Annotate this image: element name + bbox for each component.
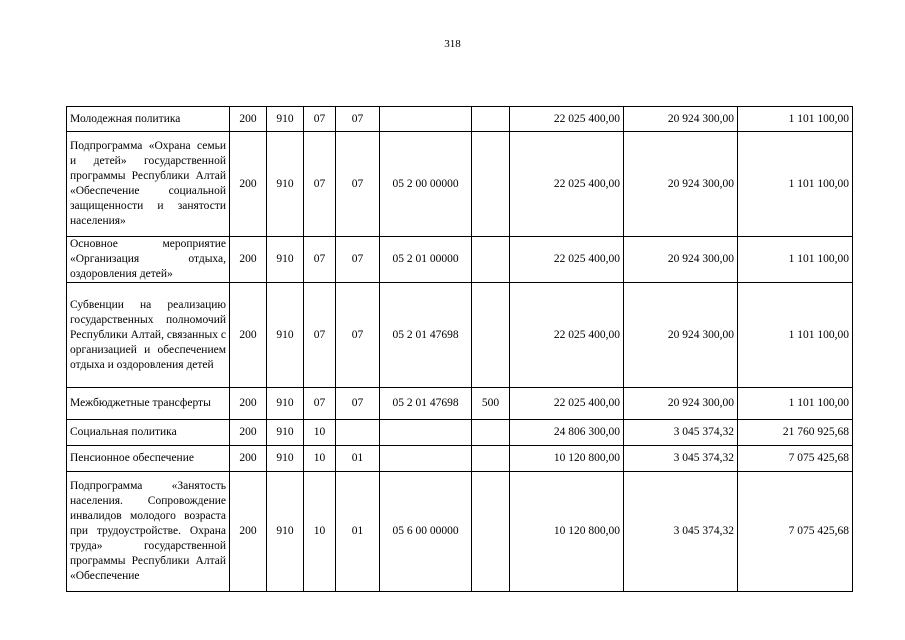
budget-table xyxy=(66,106,853,592)
cell-program xyxy=(380,446,472,472)
cell-type xyxy=(472,420,510,446)
cell-type xyxy=(472,472,510,592)
page-number: 318 xyxy=(444,38,461,50)
cell-program: 05 2 00 00000 xyxy=(380,132,472,237)
cell-v2: 20 924 300,00 xyxy=(624,388,738,420)
cell-c2: 910 xyxy=(267,388,304,420)
cell-v3: 21 760 925,68 xyxy=(738,420,853,446)
cell-v2: 3 045 374,32 xyxy=(624,420,738,446)
cell-c3: 07 xyxy=(304,107,336,132)
cell-c3: 07 xyxy=(304,388,336,420)
cell-v1: 22 025 400,00 xyxy=(510,388,624,420)
cell-c2: 910 xyxy=(267,132,304,237)
cell-v1: 10 120 800,00 xyxy=(510,446,624,472)
cell-program xyxy=(380,420,472,446)
cell-v3: 1 101 100,00 xyxy=(738,132,853,237)
row-name: Пенсионное обеспечение xyxy=(67,446,230,472)
cell-program xyxy=(380,107,472,132)
cell-c4: 01 xyxy=(336,446,380,472)
cell-type xyxy=(472,237,510,283)
table-row xyxy=(67,446,853,472)
cell-type xyxy=(472,283,510,388)
table-row xyxy=(67,283,853,388)
cell-v2: 3 045 374,32 xyxy=(624,446,738,472)
cell-v3: 1 101 100,00 xyxy=(738,237,853,283)
cell-c1: 200 xyxy=(230,446,267,472)
cell-v2: 20 924 300,00 xyxy=(624,132,738,237)
table-row xyxy=(67,388,853,420)
cell-c3: 07 xyxy=(304,283,336,388)
row-name: Подпрограмма «Охрана семьи и детей» государственной программы Республики Алтай «Обеспечение социальной защищенности и занятости населения» xyxy=(67,132,230,237)
row-name: Молодежная политика xyxy=(67,107,230,132)
cell-c2: 910 xyxy=(267,237,304,283)
cell-c4: 01 xyxy=(336,472,380,592)
row-name: Социальная политика xyxy=(67,420,230,446)
table-row xyxy=(67,132,853,237)
cell-c2: 910 xyxy=(267,283,304,388)
cell-c3: 10 xyxy=(304,472,336,592)
cell-c4: 07 xyxy=(336,237,380,283)
cell-c2: 910 xyxy=(267,472,304,592)
cell-c1: 200 xyxy=(230,420,267,446)
cell-c4: 07 xyxy=(336,283,380,388)
cell-v2: 20 924 300,00 xyxy=(624,107,738,132)
table-row xyxy=(67,107,853,132)
cell-v2: 3 045 374,32 xyxy=(624,472,738,592)
cell-c1: 200 xyxy=(230,388,267,420)
cell-program: 05 2 01 47698 xyxy=(380,283,472,388)
cell-v2: 20 924 300,00 xyxy=(624,237,738,283)
cell-c4: 07 xyxy=(336,132,380,237)
table-row xyxy=(67,472,853,592)
cell-v3: 7 075 425,68 xyxy=(738,446,853,472)
cell-c3: 07 xyxy=(304,237,336,283)
cell-type xyxy=(472,446,510,472)
cell-v1: 22 025 400,00 xyxy=(510,132,624,237)
cell-type: 500 xyxy=(472,388,510,420)
row-name: Подпрограмма «Занятость населения. Сопровождение инвалидов молодого возраста при трудоустройстве. Охрана труда» государственной программы Республики Алтай «Обеспечение xyxy=(67,472,230,592)
cell-program: 05 6 00 00000 xyxy=(380,472,472,592)
cell-program: 05 2 01 47698 xyxy=(380,388,472,420)
cell-v3: 1 101 100,00 xyxy=(738,283,853,388)
cell-v2: 20 924 300,00 xyxy=(624,283,738,388)
cell-c4: 07 xyxy=(336,388,380,420)
row-name: Основное мероприятие «Организация отдыха, оздоровления детей» xyxy=(67,237,230,283)
cell-v1: 24 806 300,00 xyxy=(510,420,624,446)
table-row xyxy=(67,237,853,283)
cell-c2: 910 xyxy=(267,446,304,472)
cell-c1: 200 xyxy=(230,237,267,283)
cell-type xyxy=(472,132,510,237)
cell-c1: 200 xyxy=(230,107,267,132)
cell-v3: 1 101 100,00 xyxy=(738,388,853,420)
row-name: Субвенции на реализацию государственных полномочий Республики Алтай, связанных с организацией и обеспечением отдыха и оздоровления детей xyxy=(67,283,230,388)
cell-c1: 200 xyxy=(230,472,267,592)
cell-c4: 07 xyxy=(336,107,380,132)
cell-c1: 200 xyxy=(230,283,267,388)
cell-type xyxy=(472,107,510,132)
cell-c1: 200 xyxy=(230,132,267,237)
cell-v3: 1 101 100,00 xyxy=(738,107,853,132)
cell-c3: 10 xyxy=(304,420,336,446)
cell-c2: 910 xyxy=(267,107,304,132)
table-row xyxy=(67,420,853,446)
cell-c3: 07 xyxy=(304,132,336,237)
cell-v1: 22 025 400,00 xyxy=(510,283,624,388)
cell-c4 xyxy=(336,420,380,446)
cell-c2: 910 xyxy=(267,420,304,446)
row-name: Межбюджетные трансферты xyxy=(67,388,230,420)
cell-program: 05 2 01 00000 xyxy=(380,237,472,283)
cell-v1: 22 025 400,00 xyxy=(510,237,624,283)
cell-v1: 10 120 800,00 xyxy=(510,472,624,592)
cell-c3: 10 xyxy=(304,446,336,472)
cell-v1: 22 025 400,00 xyxy=(510,107,624,132)
cell-v3: 7 075 425,68 xyxy=(738,472,853,592)
